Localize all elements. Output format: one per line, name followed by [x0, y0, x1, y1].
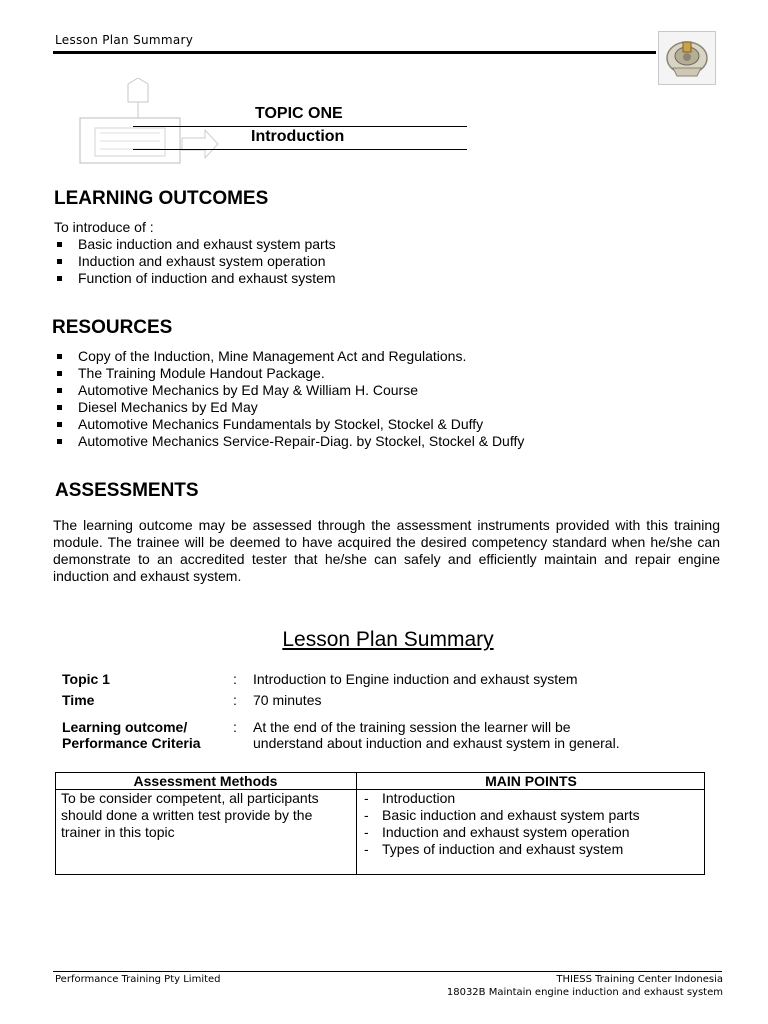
time-label: Time [62, 692, 95, 708]
table-header-assessment-methods: Assessment Methods [133, 773, 278, 789]
topic-divider-bottom [133, 149, 467, 150]
engine-diagram-faded [70, 78, 220, 178]
value-line: understand about induction and exhaust system in general. [253, 735, 620, 751]
resources-list [54, 348, 524, 450]
footer-left: Performance Training Pty Limited [55, 974, 221, 985]
learning-outcome-value [253, 719, 620, 751]
label-line: Performance Criteria [62, 735, 201, 751]
list-item: Basic induction and exhaust system parts [54, 236, 336, 253]
list-item: Copy of the Induction, Mine Management Act and Regulations. [54, 348, 524, 365]
table-header-main-points: MAIN POINTS [485, 773, 577, 789]
learning-outcomes-list [54, 236, 336, 287]
learning-outcomes-heading: LEARNING OUTCOMES [54, 188, 269, 209]
footer-right-line2: 18032B Maintain engine induction and exhaust system [446, 987, 723, 998]
list-item: The Training Module Handout Package. [54, 365, 524, 382]
resources-heading: RESOURCES [52, 317, 173, 338]
thermostat-image [658, 31, 716, 85]
list-item: - Basic induction and exhaust system parts [362, 807, 640, 824]
learning-outcome-colon: : [233, 719, 237, 735]
header-title: Lesson Plan Summary [55, 33, 194, 47]
list-item: Function of induction and exhaust system [54, 270, 336, 287]
list-item: Diesel Mechanics by Ed May [54, 399, 524, 416]
footer-right-line1: THIESS Training Center Indonesia [556, 974, 723, 985]
learning-outcomes-intro: To introduce of : [54, 219, 154, 235]
topic-colon: : [233, 671, 237, 687]
list-item: - Induction and exhaust system operation [362, 824, 640, 841]
list-item: Automotive Mechanics by Ed May & William H. Course [54, 382, 524, 399]
time-colon: : [233, 692, 237, 708]
learning-outcome-label [62, 719, 201, 751]
topic-divider-top [133, 126, 467, 127]
list-item: - Types of induction and exhaust system [362, 841, 640, 858]
main-points-list [362, 790, 640, 858]
assessment-methods-cell: To be consider competent, all participants should done a written test provide by the trainer in this topic [61, 790, 319, 840]
topic-name: Introduction [251, 128, 345, 145]
list-item: Automotive Mechanics Service-Repair-Diag. by Stockel, Stockel & Duffy [54, 433, 524, 450]
label-line: Learning outcome/ [62, 719, 188, 735]
topic-value: Introduction to Engine induction and exhaust system [253, 671, 578, 687]
footer-divider [53, 971, 722, 972]
lesson-plan-title: Lesson Plan Summary [282, 628, 494, 651]
value-line: At the end of the training session the learner will be [253, 719, 571, 735]
header-divider [53, 51, 656, 54]
time-value: 70 minutes [253, 692, 322, 708]
list-item: Automotive Mechanics Fundamentals by Stockel, Stockel & Duffy [54, 416, 524, 433]
topic-number: TOPIC ONE [255, 105, 343, 122]
assessments-paragraph: The learning outcome may be assessed through the assessment instruments provided with this training module. The trainee will be deemed to have acquired the desired competency standard when he/she can demonstrate to an accredited tester that he/she can safely and efficiently maintain and repair engine induction and exhaust system. [53, 517, 720, 584]
list-item: - Introduction [362, 790, 640, 807]
topic-label: Topic 1 [62, 671, 110, 687]
list-item: Induction and exhaust system operation [54, 253, 336, 270]
assessments-heading: ASSESSMENTS [55, 480, 199, 501]
